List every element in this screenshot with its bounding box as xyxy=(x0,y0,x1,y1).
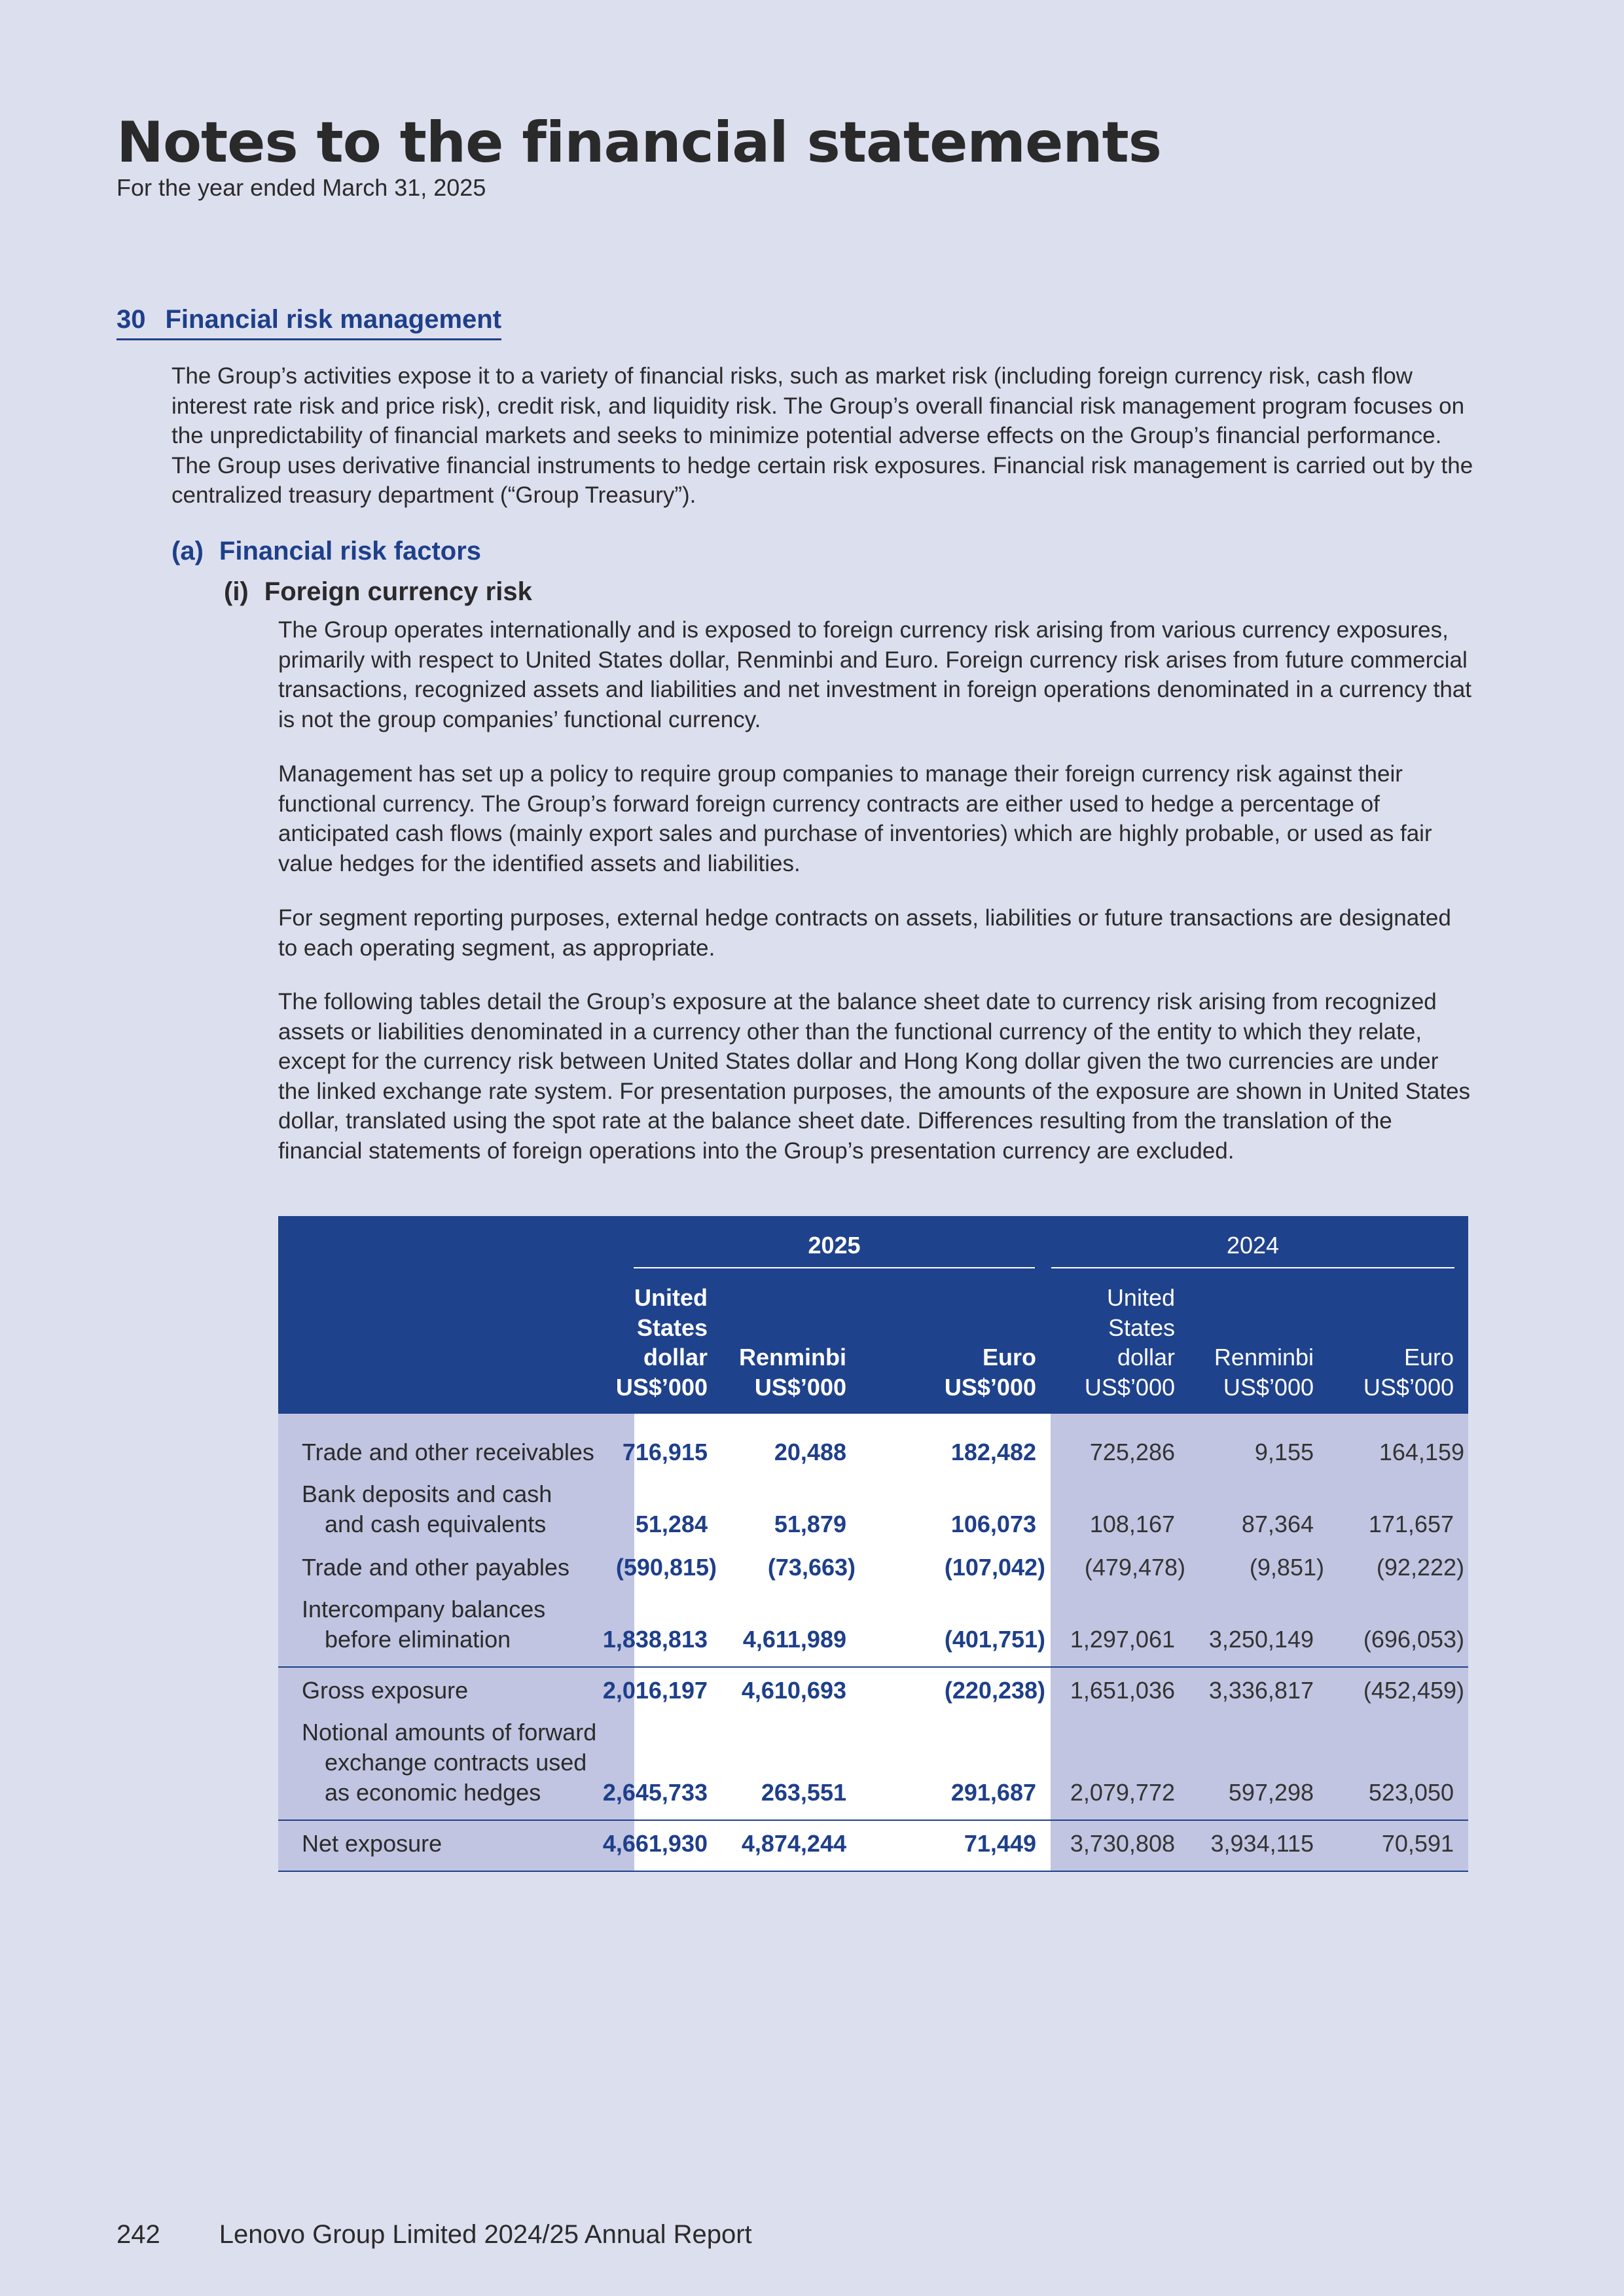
subsection-i-heading xyxy=(224,577,532,607)
col-euro-2025: Euro US$’000 xyxy=(944,1344,1036,1401)
paragraph-segment-reporting: For segment reporting purposes, external hedge contracts on assets, liabilities or future transactions are designated to each operating segment, as appropriate. xyxy=(278,905,1451,961)
row-label: Trade and other payables xyxy=(302,1554,569,1581)
col-usd-2024: United States dollar US$’000 xyxy=(1084,1284,1175,1401)
section-title: Financial risk management xyxy=(165,305,502,334)
section-number: 30 xyxy=(117,305,146,334)
subsection-a-title: Financial risk factors xyxy=(219,537,482,565)
row-label: Notional amounts of forward exchange contracts used as economic hedges xyxy=(302,1719,597,1806)
table-header xyxy=(278,1216,1468,1414)
subsection-a-marker: (a) xyxy=(171,537,204,565)
row-label: Bank deposits and cash and cash equivalents xyxy=(302,1480,552,1537)
paragraph-currency-exposure: The Group operates internationally and is exposed to foreign currency risk arising from various currency exposures, primarily with respect to United States dollar, Renminbi and Euro. Foreign currency risk arises from future commercial transactions, recognized assets and liabilities and net investment in foreign operations denominated in a currency that is not the group companies’ functional currency. xyxy=(278,617,1472,732)
table-bottom-rule xyxy=(278,1871,1468,1872)
intro-paragraph: The Group’s activities expose it to a variety of financial risks, such as market risk (including foreign currency risk, cash flow interest rate risk and price risk), credit risk, and liquidity risk. The Group’s overall financial risk management program focuses on the unpredictability of financial markets and seeks to minimize potential adverse effects on the Group’s financial performance. The Group uses derivative financial instruments to hedge certain risk exposures. Financial risk management is carried out by the centralized treasury department (“Group Treasury”). xyxy=(171,363,1473,508)
col-rmb-2025: Renminbi US$’000 xyxy=(738,1344,846,1401)
page-number: 242 xyxy=(117,2220,160,2249)
row-label: Intercompany balances before elimination xyxy=(302,1596,546,1653)
table-rule xyxy=(278,1666,1468,1668)
table-body: Trade and other receivables 716,915 20,488 182,482 725,286 9,155 164,159 Bank deposits and cash and cash equivalents 51,284 51,879 106,073 108,167 87,364 171,657 Trade and other payables (590,815) (73,663) (107,042) (479,478) (9,851) (92,222) Intercompany balances before elimination 1,838,813 4,611,989 (401,751) 1,297,061 3,250,149 (696,053) Gross exposure 2,016,197 4,610,693 (220,238) 1,651,036 3,336,817 (452,459) Notional amounts of forward exchange contracts used as economic hedges 2,645,733 263,551 291,687 2,079,772 597,298 523,050 Net exposure 4,661,930 4,874,244 71,449 3,730,808 3,934,115 70,591 xyxy=(278,1414,1468,1872)
subsection-i-title: Foreign currency risk xyxy=(264,577,532,606)
paragraph-exposure-tables: The following tables detail the Group’s exposure at the balance sheet date to currency risk arising from recognized assets or liabilities denominated in a currency other than the functional currency of the entity to which they relate, except for the currency risk between United States dollar and Hong Kong dollar given the two currencies are under the linked exchange rate system. For presentation purposes, the amounts of the exposure are shown in United States dollar, translated using the spot rate at the balance sheet date. Differences resulting from the translation of the financial statements of foreign operations into the Group’s presentation currency are excluded. xyxy=(278,989,1471,1164)
row-label: Gross exposure xyxy=(302,1677,469,1704)
row-label: Net exposure xyxy=(302,1830,442,1857)
subsection-a-heading xyxy=(171,537,481,566)
page-title: Notes to the financial statements xyxy=(117,110,1161,175)
page-footer xyxy=(117,2220,752,2250)
subsection-i-marker: (i) xyxy=(224,577,249,606)
row-label: Trade and other receivables xyxy=(302,1439,594,1465)
col-euro-2024: Euro US$’000 xyxy=(1363,1344,1454,1401)
col-usd-2025: United States dollar US$’000 xyxy=(615,1284,708,1401)
report-name: Lenovo Group Limited 2024/25 Annual Report xyxy=(219,2220,752,2249)
paragraph-management-policy: Management has set up a policy to require group companies to manage their foreign currency risk against their functional currency. The Group’s forward foreign currency contracts are either used to hedge a percentage of anticipated cash flows (mainly export sales and purchase of inventories) which are highly probable, or used as fair value hedges for the identified assets and liabilities. xyxy=(278,761,1432,876)
page-subtitle: For the year ended March 31, 2025 xyxy=(117,174,486,201)
year-2025-header: 2025 xyxy=(634,1232,1035,1268)
table-rule xyxy=(278,1820,1468,1821)
year-2024-header: 2024 xyxy=(1051,1232,1454,1268)
col-rmb-2024: Renminbi US$’000 xyxy=(1214,1344,1314,1401)
section-heading xyxy=(117,305,501,340)
currency-exposure-table xyxy=(278,1216,1468,1872)
